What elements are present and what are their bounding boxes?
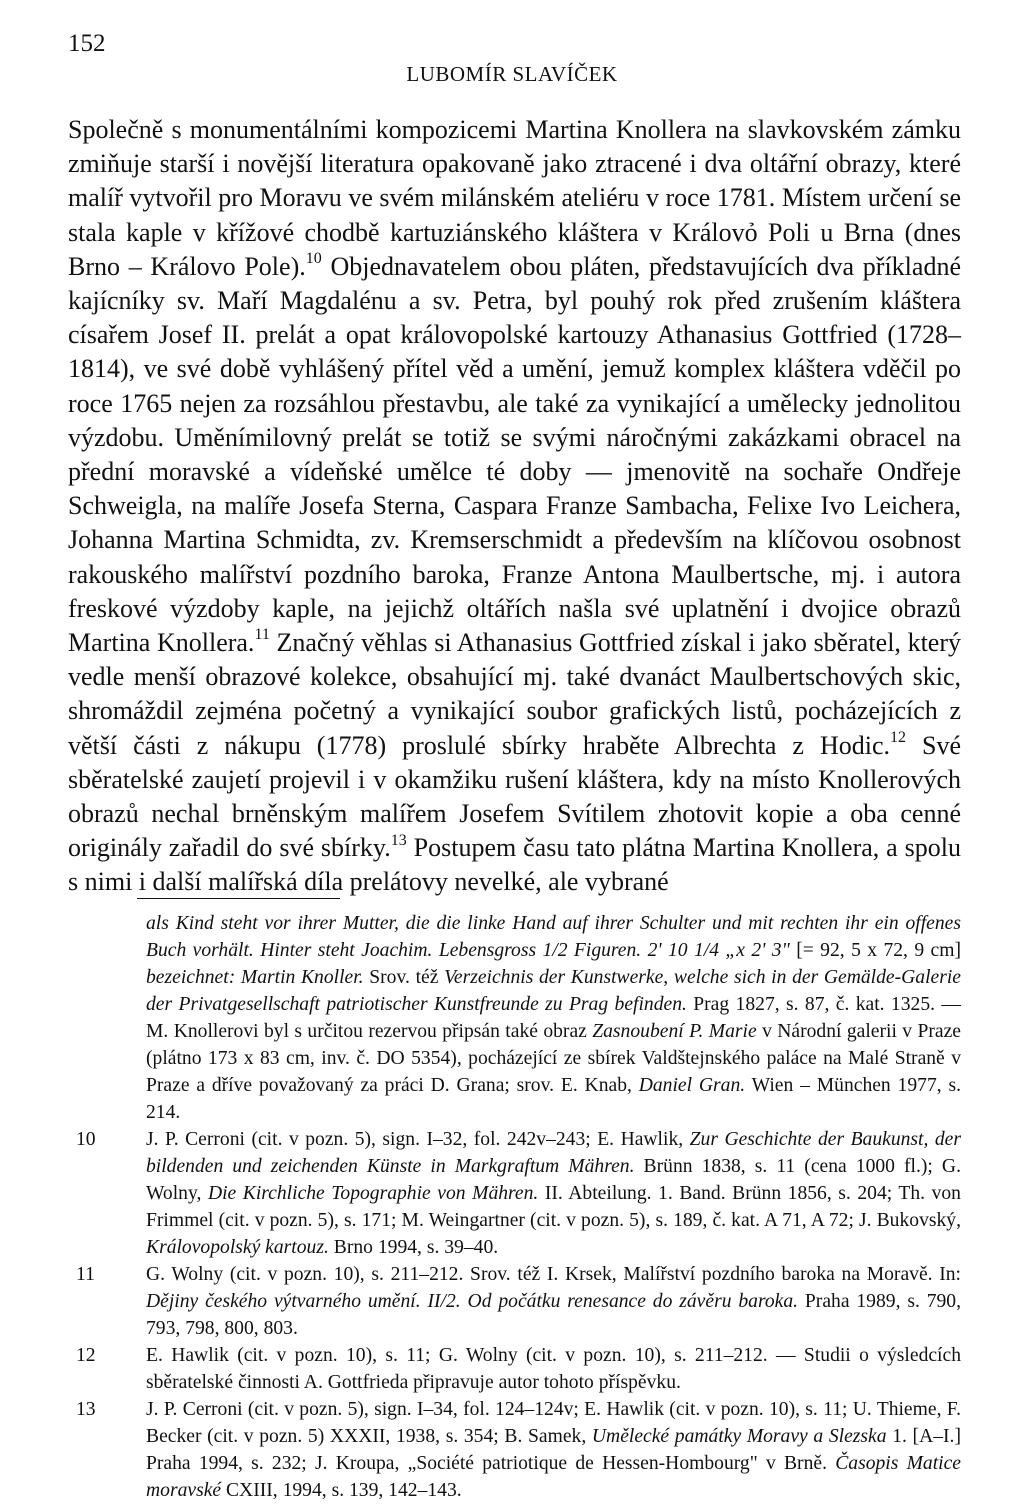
page-number: 152	[68, 30, 106, 57]
body-text: Své sběratelské zaujetí projevil i v okamžiku rušení kláštera, kdy na místo Knollerových obrazů nechal brněnským malířem Josefem Svítilem zhotovit kopie a oba cenné originály zařadil do své sbírky.	[68, 730, 962, 863]
footnote-text: J. P. Cerroni (cit. v pozn. 5), sign. I–32, fol. 242v–243; E. Hawlik,	[146, 1129, 690, 1150]
footnote-text: E. Hawlik (cit. v pozn. 10), s. 11; G. Wolny (cit. v pozn. 10), s. 211–212. — Studii o výsledcích sběratelské činnosti A. Gottfrieda připravuje autor tohoto příspěvku.	[146, 1345, 961, 1393]
footnote-ref-12: 12	[890, 729, 907, 746]
footnote-text: J. P. Cerroni (cit. v pozn. 5), sign. I–34, fol. 124–124v; E. Hawlik (cit. v pozn. 10), s. 11; U. Thieme, F. Becker (cit. v pozn. 5) XXXII, 1938, s. 354; B. Samek,	[146, 1399, 961, 1447]
footnote-10	[68, 1126, 961, 1261]
main-text	[68, 113, 961, 900]
running-head: LUBOMÍR SLAVÍČEK	[406, 62, 618, 86]
footnote-rule	[137, 898, 340, 899]
footnote-italic: Zasnoubení P. Marie	[592, 1021, 757, 1042]
body-text: Objednavatelem obou pláten, představujících dva příkladné kajícníky sv. Maří Magdalénu a sv. Petra, byl pouhý rok před zrušením kláštera císařem Josef II. prelát a opat královopolské kartouzy Athanasius Gottfried (1728–1814), ve své době vyhlášený přítel věd a umění, jemuž komplex kláštera vděčil po roce 1765 nejen za rozsáhlou přestavbu, ale také za vynikající a umělecky jednolitou výzdobu. Uměnímilovný prelát se totiž se svými náročnými zakázkami obracel na přední moravské a vídeňské umělce té doby — jmenovitě na sochaře Ondřeje Schweigla, na malíře Josefa Sterna, Caspara Franze Sambacha, Felixe Ivo Leichera, Johanna Martina Schmidta, zv. Kremserschmidt a především na klíčovou osobnost rakouského malířství pozdního baroka, Franze Antona Maulbertsche, mj. i autora freskové výzdoby kaple, na jejichž oltářích našla své uplatnění i dvojice obrazů Martina Knollera.	[68, 251, 961, 658]
body-text: Značný věhlas si Athanasius Gottfried získal i jako sběratel, který vedle menší obrazové kolekce, obsahující mj. také dvanáct Maulbertschových skic, shromáždil zejména početný a vynikající soubor grafických listů, pocházejících z větší části z nákupu (1778) proslulé sbírky hraběte Albrechta z Hodic.	[68, 628, 961, 760]
footnote-italic: Verzeichnis der Kunstwerke, welche sich in der Gemälde-Galerie der Privatgesellschaft patriotischer Kunstfreunde zu Prag befinden.	[146, 967, 961, 1015]
footnote-italic: Dějiny českého výtvarného umění. II/2. Od počátku renesance do závěru baroka.	[146, 1291, 799, 1312]
footnote-number: 13	[76, 1399, 96, 1420]
footnote-italic: bezeichnet: Martin Knoller.	[146, 967, 364, 988]
footnote-number: 12	[76, 1345, 96, 1366]
body-text: Společně s monumentálními kompozicemi Martina Knollera na slavkovském zámku zmiňuje starší i novější literatura opakovaně jako ztracené i dva oltářní obrazy, které malíř vytvořil pro Moravu ve svém milánském ateliéru v roce 1781. Místem určení se stala kaple v křížové chodbě kartuziánského kláštera v Královỏ Poli u Brna (dnes Brno – Královo Pole).	[68, 115, 961, 281]
footnote-text: 1. [A–I.] Praha 1994, s. 232; J. Kroupa, „Société patriotique de Hessen-Hombourg" v Brně.	[146, 1426, 961, 1474]
footnote-italic: Umělecké památky Moravy a Slezska	[591, 1426, 887, 1447]
footnote-13	[68, 1396, 961, 1504]
footnote-text: G. Wolny (cit. v pozn. 10), s. 211–212. Srov. též I. Krsek, Malířství pozdního baroka na Moravě. In:	[146, 1264, 961, 1285]
footnote-text: Praha 1989, s. 790, 793, 798, 800, 803.	[146, 1291, 961, 1339]
footnote-number: 10	[76, 1129, 96, 1150]
footnote-italic: als Kind steht vor ihrer Mutter, die die linke Hand auf ihrer Schulter und mit rechten ihr ein offenes Buch vorhält. Hinter steht Joachim. Lebensgross 1/2 Figuren. 2' 10 1/4 „x 2' 3"	[146, 913, 961, 961]
footnote-continuation	[68, 910, 961, 1126]
footnote-text: II. Abteilung. 1. Band. Brünn 1856, s. 204; Th. von Frimmel (cit. v pozn. 5), s. 171; M. Weingartner (cit. v pozn. 5), s. 189, č. kat. A 71, A 72; J. Bukovský,	[146, 1183, 961, 1231]
footnote-text: Prag 1827, s. 87, č. kat. 1325. — M. Knollerovi byl s určitou rezervou připsán také obraz	[146, 994, 961, 1042]
footnote-italic: Daniel Gran.	[638, 1075, 746, 1096]
footnote-text: Brno 1994, s. 39–40.	[328, 1237, 499, 1258]
footnote-text: [= 92, 5 x 72, 9 cm]	[789, 940, 961, 961]
footnotes	[68, 910, 961, 1504]
footnote-11	[68, 1261, 961, 1342]
footnote-ref-10: 10	[305, 250, 322, 268]
footnote-12	[68, 1342, 961, 1396]
footnote-text: v Národní galerii v Praze (plátno 173 x 83 cm, inv. č. DO 5354), pocházející ze sbírek Valdštejnského paláce na Malé Straně v Praze a dříve považovaný za práci D. Grana; srov. E. Knab,	[146, 1021, 961, 1096]
footnote-italic: Královopolský kartouz.	[146, 1237, 329, 1258]
footnote-italic: Zur Geschichte der Baukunst, der bildenden und zeichenden Künste in Markgraftum Mähren.	[146, 1129, 962, 1177]
footnote-italic: Die Kirchliche Topographie von Mähren.	[207, 1183, 539, 1204]
footnote-text: Srov. též	[363, 967, 445, 988]
footnote-ref-13: 13	[390, 831, 407, 849]
footnote-number: 11	[76, 1264, 95, 1285]
footnote-text: Wien – München 1977, s. 214.	[146, 1075, 961, 1123]
body-text: Postupem času tato plátna Martina Knollera, a spolu s nimi i další malířská díla prelátovy nevelké, ale vybrané	[68, 833, 961, 897]
footnote-italic: Časopis Matice moravské	[146, 1453, 961, 1501]
footnote-text: CXIII, 1994, s. 139, 142–143.	[221, 1480, 462, 1501]
footnote-text: Brünn 1838, s. 11 (cena 1000 fl.); G. Wolny,	[146, 1156, 961, 1204]
footnote-ref-11: 11	[254, 626, 270, 644]
